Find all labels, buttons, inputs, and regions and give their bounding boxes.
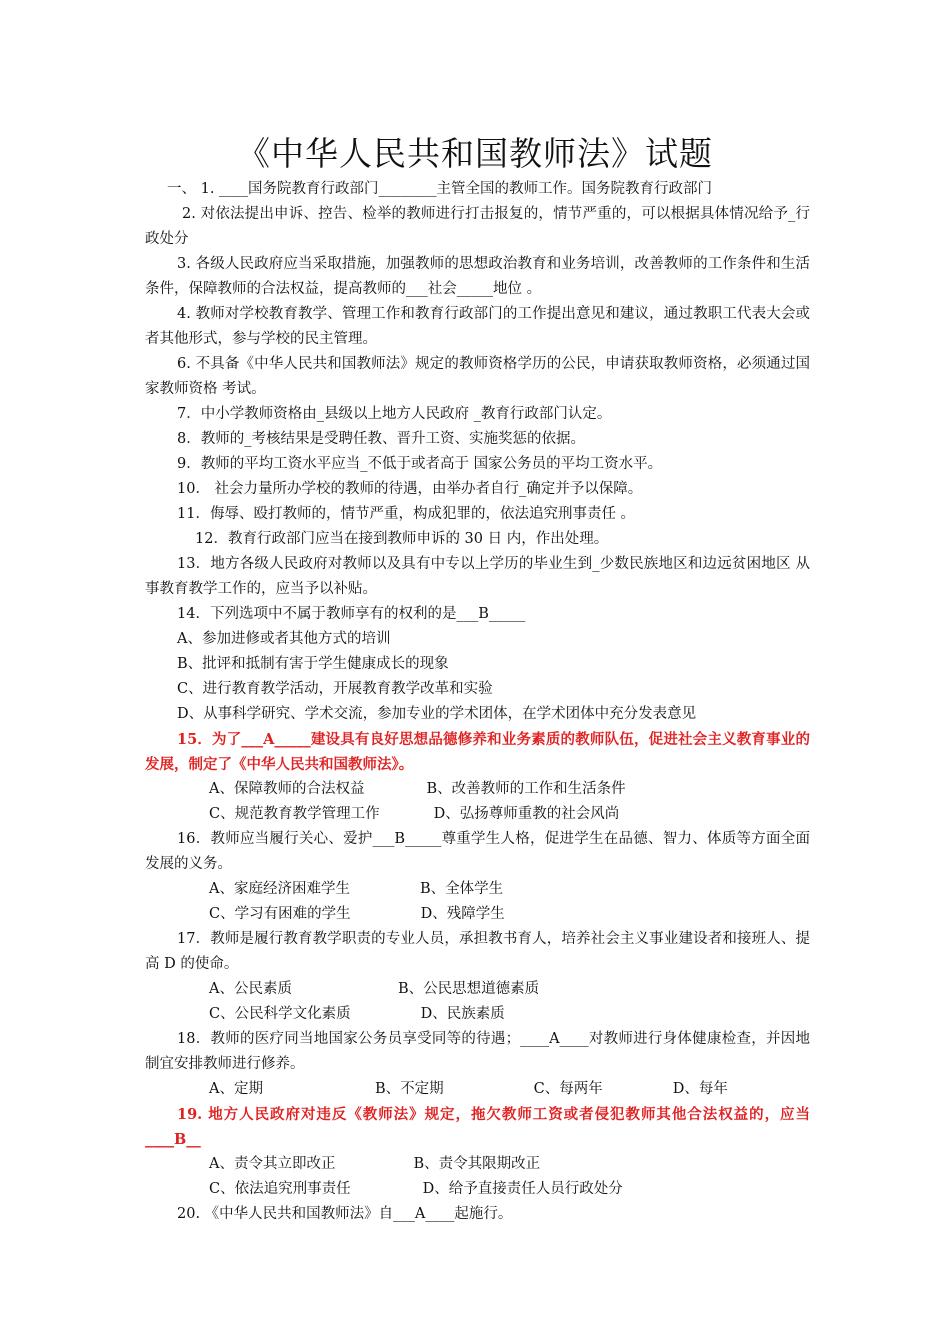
page-title: 《中华人民共和国教师法》试题 bbox=[237, 134, 713, 173]
question-10: 10． 社会力量所办学校的教师的待遇，由举办者自行_确定并予以保障。 bbox=[177, 481, 643, 497]
option-15a: A、保障教师的合法权益 bbox=[209, 781, 365, 797]
question-13: 13．地方各级人民政府对教师以及具有中专以上学历的毕业生到_少数民族地区和边远贫困地区 从事教育教学工作的，应当予以补贴。 bbox=[145, 556, 810, 597]
option-18d: D、每年 bbox=[672, 1081, 728, 1097]
question-9: 9．教师的平均工资水平应当_不低于或者高于 国家公务员的平均工资水平。 bbox=[177, 456, 663, 472]
option-18a: A、定期 bbox=[209, 1081, 263, 1097]
question-18: 18．教师的医疗同当地国家公务员享受同等的待遇；____A____对教师进行身体健康检查，并因地制宜安排教师进行修养。 bbox=[145, 1031, 810, 1072]
options-16-row1 bbox=[145, 877, 810, 902]
question-8: 8．教师的_考核结果是受聘任教、晋升工资、实施奖惩的依据。 bbox=[177, 431, 585, 447]
question-3: 3. 各级人民政府应当采取措施，加强教师的思想政治教育和业务培训，改善教师的工作条件和生活条件，保障教师的合法权益，提高教师的___社会_____地位 。 bbox=[145, 256, 810, 297]
question-17: 17．教师是履行教育教学职责的专业人员，承担教书育人，培养社会主义事业建设者和接班人、提高 D 的使命。 bbox=[145, 931, 810, 972]
option-16d: D、残障学生 bbox=[420, 906, 505, 922]
options-17-row1 bbox=[145, 977, 810, 1002]
option-16a: A、家庭经济困难学生 bbox=[209, 881, 350, 897]
question-7: 7．中小学教师资格由_县级以上地方人民政府 _教育行政部门认定。 bbox=[177, 406, 612, 422]
options-19-row2 bbox=[145, 1177, 810, 1202]
option-15d: D、弘扬尊师重教的社会风尚 bbox=[433, 806, 620, 822]
option-15b: B、改善教师的工作和生活条件 bbox=[426, 781, 626, 797]
option-19c: C、依法追究刑事责任 bbox=[209, 1181, 351, 1197]
option-17b: B、公民思想道德素质 bbox=[397, 981, 540, 997]
option-17c: C、公民科学文化素质 bbox=[209, 1006, 351, 1022]
option-19a: A、责令其立即改正 bbox=[209, 1156, 336, 1172]
option-16b: B、全体学生 bbox=[419, 881, 504, 897]
option-17a: A、公民素质 bbox=[209, 981, 292, 997]
option-16c: C、学习有困难的学生 bbox=[209, 906, 351, 922]
option-15c: C、规范教育教学管理工作 bbox=[209, 806, 380, 822]
option-19b: B、责令其限期改正 bbox=[413, 1156, 541, 1172]
question-14: 14．下列选项中不属于教师享有的权利的是___B_____ bbox=[177, 606, 526, 622]
options-19-row1 bbox=[145, 1152, 810, 1177]
option-18c: C、每两年 bbox=[533, 1081, 603, 1097]
option-14d: D、从事科学研究、学术交流，参加专业的学术团体，在学术团体中充分发表意见 bbox=[177, 706, 697, 722]
options-18-row bbox=[145, 1077, 810, 1102]
question-11: 11．侮辱、殴打教师的，情节严重，构成犯罪的，依法追究刑事责任 。 bbox=[177, 506, 636, 522]
question-1: 一、 1. ____国务院教育行政部门________主管全国的教师工作。国务院教育行政部门 bbox=[167, 181, 713, 197]
option-17d: D、民族素质 bbox=[420, 1006, 505, 1022]
question-16: 16．教师应当履行关心、爱护___B_____尊重学生人格，促进学生在品德、智力、体质等方面全面发展的义务。 bbox=[145, 831, 810, 872]
question-4: 4. 教师对学校教育教学、管理工作和教育行政部门的工作提出意见和建议，通过教职工代表大会或者其他形式，参与学校的民主管理。 bbox=[145, 306, 810, 347]
options-15-row1 bbox=[145, 777, 810, 802]
option-14a: A、参加进修或者其他方式的培训 bbox=[177, 631, 391, 647]
option-14b: B、批评和抵制有害于学生健康成长的现象 bbox=[177, 656, 449, 672]
question-12: 12．教育行政部门应当在接到教师申诉的 30 日 内，作出处理。 bbox=[195, 531, 609, 547]
option-18b: B、不定期 bbox=[374, 1081, 444, 1097]
options-15-row2 bbox=[145, 802, 810, 827]
question-2: 2. 对依法提出申诉、控告、检举的教师进行打击报复的，情节严重的，可以根据具体情况给予_行政处分 bbox=[145, 206, 810, 247]
options-16-row2 bbox=[145, 902, 810, 927]
document-body bbox=[145, 177, 810, 1227]
option-14c: C、进行教育教学活动，开展教育教学改革和实验 bbox=[177, 681, 493, 697]
question-20: 20. 《中华人民共和国教师法》自___A____起施行。 bbox=[177, 1206, 513, 1222]
question-6: 6. 不具备《中华人民共和国教师法》规定的教师资格学历的公民，申请获取教师资格，必须通过国家教师资格 考试。 bbox=[145, 356, 810, 397]
question-19: 19. 地方人民政府对违反《教师法》规定，拖欠教师工资或者侵犯教师其他合法权益的，应当____B__ bbox=[145, 1106, 810, 1148]
option-19d: D、给予直接责任人员行政处分 bbox=[422, 1181, 623, 1197]
question-15: 15．为了___A_____建设具有良好思想品德修养和业务素质的教师队伍，促进社会主义教育事业的发展，制定了《中华人民共和国教师法》。 bbox=[145, 731, 810, 773]
options-17-row2 bbox=[145, 1002, 810, 1027]
